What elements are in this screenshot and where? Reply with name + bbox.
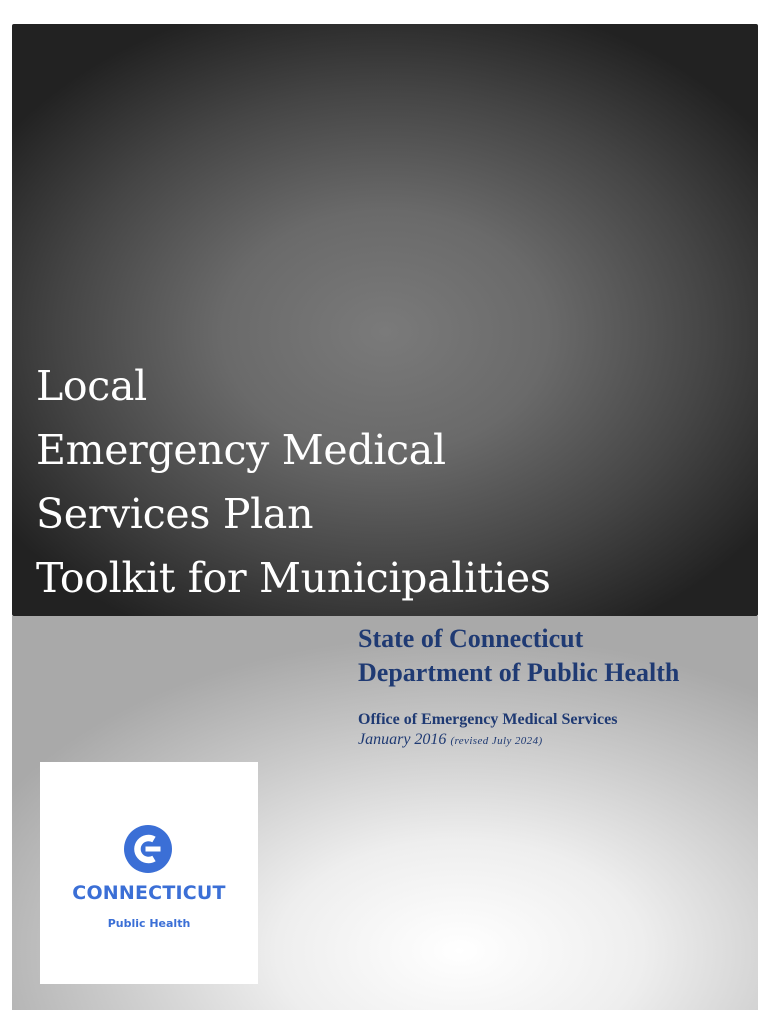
publication-date xyxy=(358,730,758,751)
title-line-4: Toolkit for Municipalities xyxy=(36,554,551,602)
connecticut-public-health-logo xyxy=(40,762,258,984)
date-text: January 2016 xyxy=(358,731,447,748)
title-line-1: Local xyxy=(36,362,147,410)
revised-date: (revised July 2024) xyxy=(450,735,543,747)
organization-block xyxy=(358,622,758,751)
office-name: Office of Emergency Medical Services xyxy=(358,711,618,728)
title-line-2: Emergency Medical xyxy=(36,426,446,474)
state-name: State of Connecticut xyxy=(358,624,584,653)
connecticut-c-icon xyxy=(123,824,173,874)
logo-subtitle: Public Health xyxy=(107,917,191,930)
document-title xyxy=(36,354,736,610)
logo-wordmark: CONNECTICUT xyxy=(72,882,226,904)
department-name: Department of Public Health xyxy=(358,658,680,687)
title-line-3: Services Plan xyxy=(36,490,314,538)
